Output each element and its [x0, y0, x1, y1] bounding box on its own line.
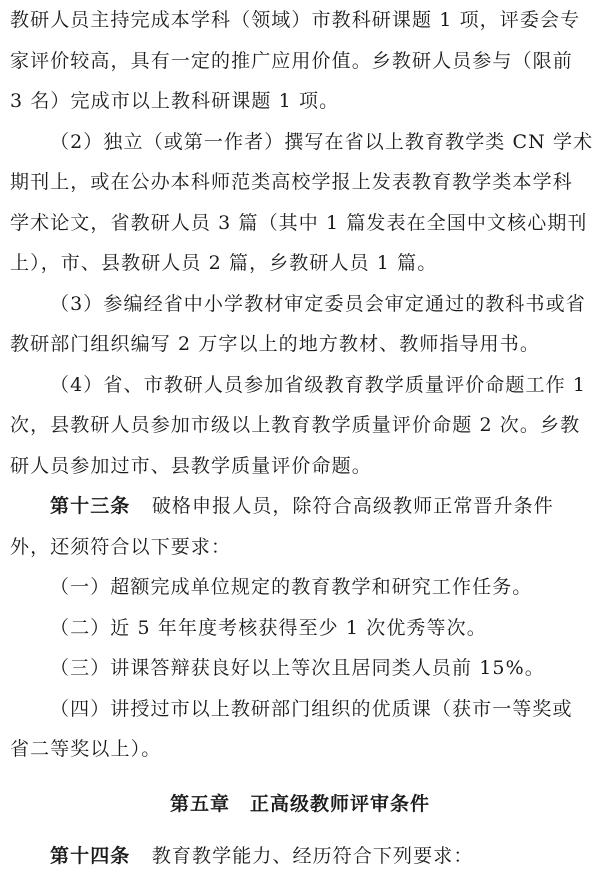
article-14-text: 教育教学能力、经历符合下列要求：	[151, 845, 474, 867]
article-13-text: 破格申报人员，除符合高级教师正常晋升条件	[151, 495, 554, 517]
paragraph-line: （3）参编经省中小学教材审定委员会审定通过的教科书或省	[50, 292, 586, 315]
paragraph-line: （2）独立（或第一作者）撰写在省以上教育教学类 CN 学术	[50, 130, 594, 153]
list-item: （三）讲课答辩获良好以上等次且居同类人员前 15%。	[50, 657, 545, 679]
article-13-label: 第十三条	[50, 495, 131, 517]
list-item: （四）讲授过市以上教研部门组织的优质课（获市一等奖或	[50, 697, 573, 720]
list-item: （一）超额完成单位规定的教育教学和研究工作任务。	[50, 576, 533, 598]
paragraph-line: 学术论文，省教研人员 3 篇（其中 1 篇发表在全国中文核心期刊	[10, 211, 588, 234]
paragraph-line: 教研部门组织编写 2 万字以上的地方教材、教师指导用书。	[10, 333, 540, 355]
paragraph-line: 省二等奖以上）。	[10, 738, 162, 760]
paragraph-line: 研人员参加过市、县教学质量评价命题。	[10, 454, 372, 477]
paragraph-line: 期刊上，或在公办本科师范类高校学报上发表教育教学类本学科	[10, 171, 573, 193]
paragraph-line: 教研人员主持完成本学科（领域）市教科研课题 1 项，评委会专	[10, 9, 581, 31]
paragraph-line: 家评价较高，具有一定的推广应用价值。乡教研人员参与（限前	[10, 49, 573, 72]
article-14-label: 第十四条	[50, 845, 131, 867]
list-item: （二）近 5 年年度考核获得至少 1 次优秀等次。	[50, 616, 487, 639]
chapter-5-heading: 第五章 正高级教师评审条件	[169, 792, 430, 815]
paragraph-line: 上），市、县教研人员 2 篇，乡教研人员 1 篇。	[10, 252, 438, 274]
paragraph-line: 3 名）完成市以上教科研课题 1 项。	[10, 90, 340, 112]
article-13-line	[0, 486, 600, 526]
article-14-line	[0, 836, 600, 876]
paragraph-line: 次，县教研人员参加市级以上教育教学质量评价命题 2 次。乡教	[10, 414, 581, 436]
paragraph-line: （4）省、市教研人员参加省级教育教学质量评价命题工作 1	[50, 373, 587, 396]
paragraph-line: 外，还须符合以下要求：	[10, 535, 232, 558]
